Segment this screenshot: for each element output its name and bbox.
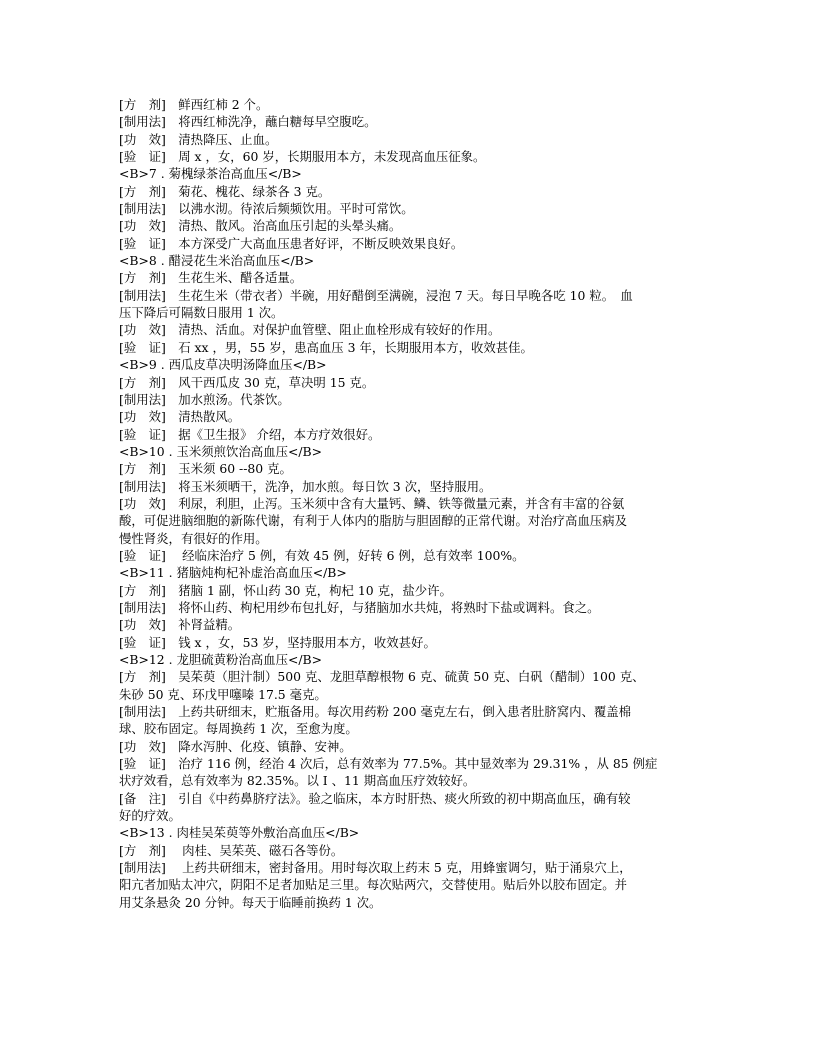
text-line: [验 证] 周 x ，女，60 岁，长期服用本方，未发现高血压征象。 — [119, 149, 486, 165]
text-line: [验 证] 石 xx ，男，55 岁，患高血压 3 年，长期服用本方，收效甚佳。 — [119, 339, 533, 355]
text-line: [方 剂] 风干西瓜皮 30 克，草决明 15 克。 — [119, 374, 375, 390]
text-line: 酸，可促进脑细胞的新陈代谢，有利于人体内的脂肪与胆固醇的正常代谢。对治疗高血压病及 — [119, 513, 628, 529]
text-line: <B>8 . 醋浸花生米治高血压</B> — [119, 253, 315, 269]
text-line: [验 证] 本方深受广大高血压患者好评，不断反映效果良好。 — [119, 235, 464, 251]
text-line: [功 效] 清热、散风。治高血压引起的头晕头痛。 — [119, 218, 402, 234]
text-line: 好的疗效。 — [119, 808, 181, 824]
text-line: [方 剂] 生花生米、醋各适量。 — [119, 270, 303, 286]
text-line: [制用法] 将西红柿洗净，蘸白糖每早空腹吃。 — [119, 114, 377, 130]
text-line: [方 剂] 菊花、槐花、绿茶各 3 克。 — [119, 183, 331, 199]
text-line: 用艾条悬灸 20 分钟。每天于临睡前换药 1 次。 — [119, 894, 382, 910]
text-line: [功 效] 利尿，利胆，止泻。玉米须中含有大量钙、鳞、铁等微量元素，并含有丰富的谷氨 — [119, 495, 625, 511]
text-line: [制用法] 以沸水沏。待浓后频频饮用。平时可常饮。 — [119, 201, 414, 217]
text-line: 朱砂 50 克、环戊甲噻嗪 17.5 毫克。 — [119, 686, 327, 702]
text-line: [功 效] 清热、活血。对保护血管壁、阻止血栓形成有较好的作用。 — [119, 322, 501, 338]
text-line: [方 剂] 吴茱萸（胆汁制）500 克、龙胆草醇根物 6 克、硫黄 50 克、白矾（醋制）100 克、 — [119, 669, 645, 685]
text-line: <B>9 . 西瓜皮草决明汤降血压</B> — [119, 357, 327, 373]
text-line: [验 证] 经临床治疗 5 例，有效 45 例，好转 6 例，总有效率 100%。 — [119, 547, 525, 563]
text-line: [制用法] 上药共研细末，密封备用。用时每次取上药末 5 克，用蜂蜜调匀，贴于涌泉穴上， — [119, 860, 632, 876]
text-line: [制用法] 上药共研细末，贮瓶备用。每次用药粉 200 毫克左右，倒入患者肚脐窝内、覆盖棉 — [119, 704, 632, 720]
text-line: 阳亢者加贴太冲穴，阴阳不足者加贴足三里。每次贴两穴，交替使用。贴后外以胶布固定。并 — [119, 877, 628, 893]
text-line: [功 效] 降水泻肿、化疫、镇静、安神。 — [119, 738, 352, 754]
text-line: <B>13 . 肉桂吴茱萸等外敷治高血压</B> — [119, 825, 360, 841]
text-line: <B>7 . 菊槐绿茶治高血压</B> — [119, 166, 302, 182]
text-line: [方 剂] 玉米须 60 --80 克。 — [119, 461, 292, 477]
text-line: [方 剂] 鲜西红柿 2 个。 — [119, 97, 269, 112]
text-line: [验 证] 治疗 116 例，经治 4 次后，总有效率为 77.5%。其中显效率为 29.31% ，从 85 例症 — [119, 756, 658, 772]
text-line: [方 剂] 猪脑 1 副，怀山药 30 克，枸杞 10 克，盐少许。 — [119, 582, 452, 598]
text-line: [方 剂] 肉桂、吴茱英、磁石各等份。 — [119, 842, 344, 858]
text-line: <B>12 . 龙胆硫黄粉治高血压</B> — [119, 652, 323, 667]
text-line: [制用法] 将玉米须晒干，洗净，加水煎。每日饮 3 次，坚持服用。 — [119, 478, 492, 494]
document-page — [119, 96, 701, 911]
text-line: [功 效] 清热降压、止血。 — [119, 131, 278, 147]
text-line: 球、胶布固定。每周换药 1 次，至愈为度。 — [119, 721, 358, 737]
text-line: [功 效] 补肾益精。 — [119, 617, 241, 633]
text-line: [制用法] 将怀山药、枸杞用纱布包扎好，与猪脑加水共炖，将熟时下盐或调料。食之。 — [119, 599, 600, 615]
text-line: [功 效] 清热散风。 — [119, 409, 241, 425]
text-line: 状疗效看，总有效率为 82.35%。以 Ⅰ 、11 期高血压疗效较好。 — [119, 773, 476, 789]
text-line: [备 注] 引自《中药鼻脐疗法》。验之临床，本方时肝热、痰火所致的初中期高血压，确有较 — [119, 790, 631, 806]
text-line: [制用法] 加水煎汤。代茶饮。 — [119, 391, 290, 407]
text-line: 慢性肾炎，有很好的作用。 — [119, 530, 268, 546]
text-line: <B>11 . 猪脑炖枸杞补虚治高血压</B> — [119, 565, 347, 581]
text-line: <B>10 . 玉米须煎饮治高血压</B> — [119, 443, 323, 459]
text-line: [制用法] 生花生米（带衣者）半碗，用好醋倒至满碗，浸泡 7 天。每日早晚各吃 10 粒。 血 — [119, 287, 633, 303]
text-line: 压下降后可隔数日服用 1 次。 — [119, 305, 284, 321]
text-line: [验 证] 据《卫生报》 介绍，本方疗效很好。 — [119, 426, 381, 442]
text-line: [验 证] 钱 x ，女，53 岁，坚持服用本方，收效甚好。 — [119, 634, 436, 650]
